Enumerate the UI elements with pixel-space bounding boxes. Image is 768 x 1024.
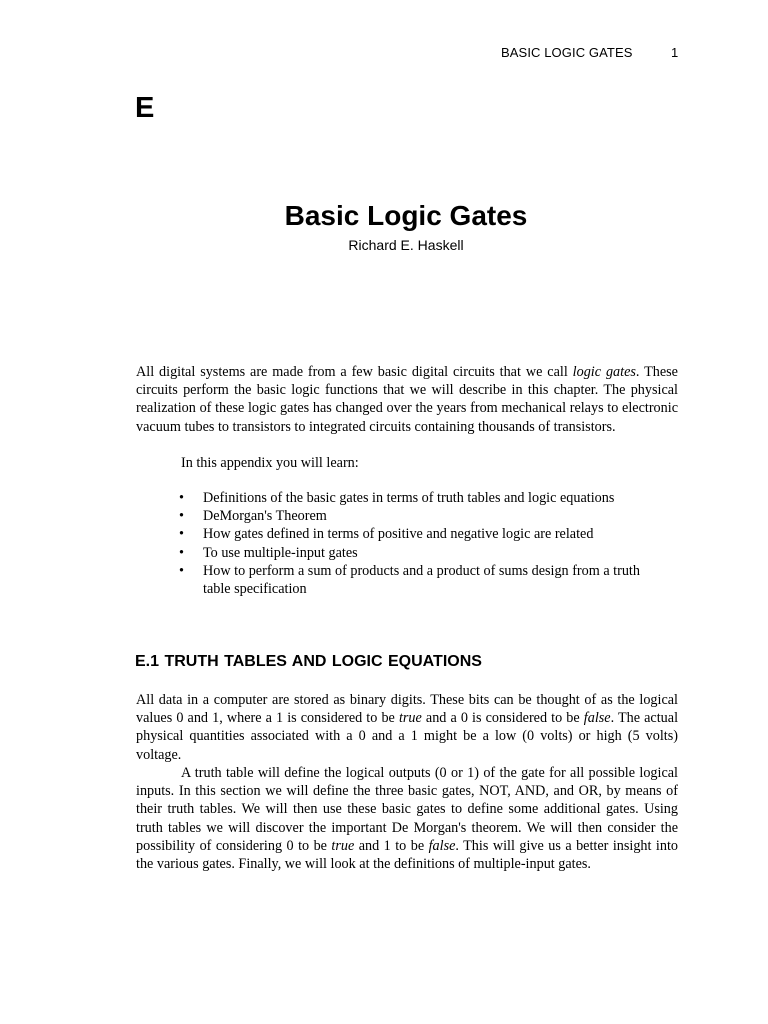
learning-objectives-list	[136, 489, 656, 598]
bullet-glyph: •	[179, 490, 184, 506]
section-paragraph-1	[136, 691, 678, 764]
learn-line: In this appendix you will learn:	[181, 455, 359, 471]
list-item-text: How to perform a sum of products and a product of sums design from a truth table specification	[203, 562, 640, 598]
intro-paragraph	[136, 363, 678, 436]
list-item-text: How gates defined in terms of positive and negative logic are related	[203, 526, 594, 543]
intro-text-b: . These circuits perform the basic logic functions that we will describe in this chapter. The physical realization of these logic gates has changed over the years from mechanical relays to electronic vacuum tubes to transistors to integrated circuits containing thousands of transistors.	[136, 364, 678, 435]
p2-emphasis-false: false	[583, 710, 611, 727]
author-name: Richard E. Haskell	[348, 237, 464, 253]
appendix-letter: E	[135, 92, 155, 124]
list-item	[136, 489, 648, 507]
p3-text-a: A truth table will define the logical outputs (0 or 1) of the gate for all possible logical inputs. In this section we will define the three basic gates, NOT, AND, and OR, by means of their truth tables. We will then use these basic gates to define some additional gates. Using truth tables we will discover the important De Morgan's theorem. We will then consider the possibility of considering 0 to be	[136, 765, 678, 854]
list-item-text: Definitions of the basic gates in terms of truth tables and logic equations	[203, 490, 615, 506]
bullet-glyph: •	[179, 526, 184, 543]
intro-text-a: All digital systems are made from a few basic digital circuits that we call	[136, 364, 573, 380]
list-item-text: DeMorgan's Theorem	[203, 508, 327, 525]
bullet-glyph: •	[179, 562, 184, 579]
page-number: 1	[671, 45, 679, 60]
list-item	[136, 544, 648, 562]
list-item	[136, 525, 648, 543]
p3-text-c: . This will give us a better insight into the various gates. Finally, we will look at the definitions of multiple-input gates.	[136, 837, 678, 873]
intro-emphasis-logic-gates: logic gates	[572, 364, 636, 380]
p3-text-b: and 1 to be	[354, 837, 429, 854]
bullet-glyph: •	[179, 508, 184, 525]
list-item	[136, 562, 648, 598]
p3-emphasis-false: false	[428, 837, 456, 854]
p3-emphasis-true: true	[331, 837, 355, 854]
section-paragraph-2	[136, 764, 678, 873]
document-title: Basic Logic Gates	[284, 200, 528, 231]
list-item-text: To use multiple-input gates	[203, 544, 358, 561]
p2-text-a: All data in a computer are stored as binary digits. These bits can be thought of as the logical values 0 and 1, where a 1 is considered to be	[136, 692, 678, 727]
running-header	[0, 45, 768, 63]
bullet-glyph: •	[179, 544, 184, 561]
running-header-title: BASIC LOGIC GATES	[501, 45, 633, 60]
p2-text-b: and a 0 is considered to be	[421, 710, 584, 727]
list-item	[136, 507, 648, 525]
p2-emphasis-true: true	[398, 710, 422, 727]
p2-text-c: . The actual physical quantities associated with a 0 and a 1 might be a low (0 volts) or high (5 volts) voltage.	[136, 710, 679, 763]
section-heading: E.1 TRUTH TABLES AND LOGIC EQUATIONS	[135, 653, 482, 670]
